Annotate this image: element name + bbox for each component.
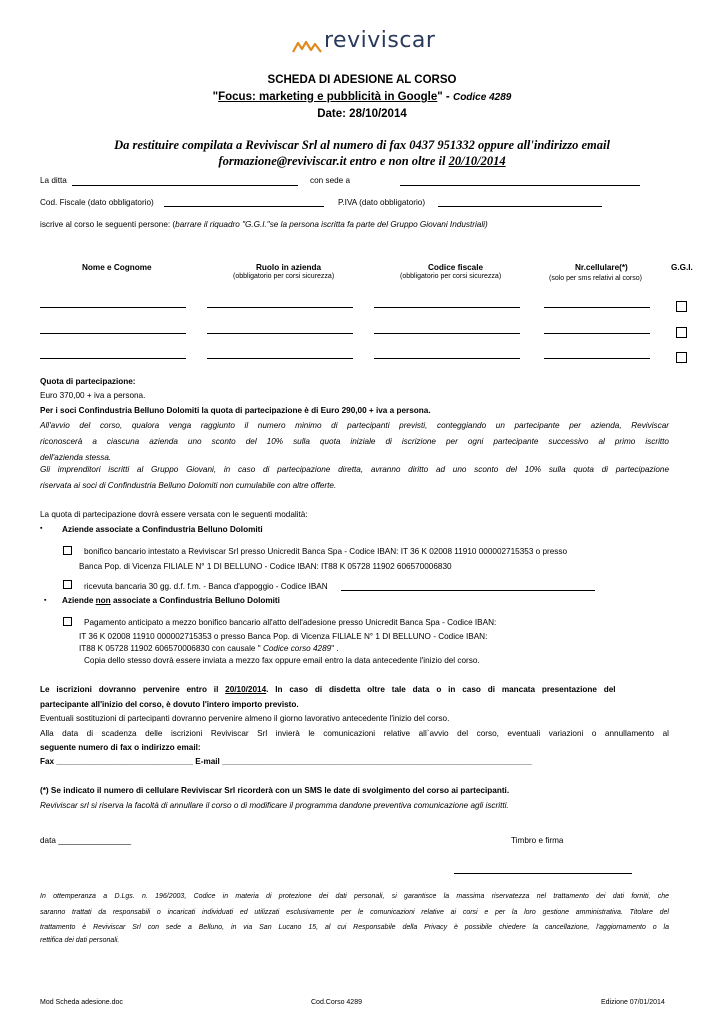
cf-row-field[interactable] <box>374 358 520 359</box>
data-field[interactable]: data ________________ <box>40 836 132 845</box>
logo-mark-icon <box>292 38 322 54</box>
cf-row-field[interactable] <box>374 333 520 334</box>
privacy-line-1: In ottemperanza a D.Lgs. n. 196/2003, Codice in materia di protezione dei dati personali, si garantisce la massima riservatezza nel trattamento dei dati forniti, che <box>40 893 669 900</box>
non-assoc-heading: Aziende non associate a Confindustria Belluno Dolomiti <box>62 596 280 605</box>
course-date: Date: 28/10/2014 <box>317 108 407 120</box>
cell-field[interactable] <box>544 333 650 334</box>
instructions-line-2: formazione@reviviscar.it entro e non oltre il 20/10/2014 <box>218 154 506 168</box>
instructions-line-1: Da restituire compilata a Reviviscar Srl al numero di fax 0437 951332 oppure all'indirizzo email <box>114 138 610 152</box>
timbro-label: Timbro e firma <box>511 836 564 845</box>
iscrive-text: iscrive al corso le seguenti persone: (barrare il riquadro "G.G.I."se la persona iscritta fa parte del Gruppo Giovani Industriali) <box>40 220 488 229</box>
ggi-checkbox[interactable] <box>676 352 687 363</box>
anticipato-line-4: Copia dello stesso dovrà essere inviata a mezzo fax oppure email entro la data antecedente l'inizio del corso. <box>84 656 480 665</box>
nome-field[interactable] <box>40 358 186 359</box>
riserva-note: Reviviscar srl si riserva la facoltà di annullare il corso o di modificare il programma dandone preventiva comunicazione agli iscritti. <box>40 801 509 810</box>
piva-label: P.IVA (dato obbligatorio) <box>338 198 426 207</box>
bonifico-line-1: bonifico bancario intestato a Reviviscar Srl presso Unicredit Banca Spa - Codice IBAN: IT 36 K 02008 11910 000002715353 o presso <box>84 547 568 556</box>
payment-intro: La quota di partecipazione dovrà essere versata con le seguenti modalità: <box>40 510 308 519</box>
quota-giovani-2: riservata ai soci di Confindustria Belluno Dolomiti non cumulabile con altre offerte. <box>40 481 337 490</box>
iscrizioni-line-1: Le iscrizioni dovranno pervenire entro il 20/10/2014. In caso di disdetta oltre tale data o in caso di mancata presentazione del <box>40 685 616 694</box>
bullet-icon: ▪ <box>44 597 47 604</box>
ditta-field[interactable] <box>72 185 298 186</box>
cf-field[interactable] <box>164 206 324 207</box>
ruolo-field[interactable] <box>207 333 353 334</box>
logo-text: reviviscar <box>324 28 436 53</box>
quota-sconto-1: All'avvio del corso, qualora venga raggiunto il numero minimo di partecipanti previsti, conteggiando un partecipante per azienda, Reviviscar <box>40 421 669 430</box>
scadenza-line-2: seguente numero di fax o indirizzo email: <box>40 743 201 752</box>
signature-field[interactable] <box>454 873 632 874</box>
anticipato-line-3: IT88 K 05728 11902 606570006830 con causale " Codice corso 4289" . <box>79 644 339 653</box>
col-ruolo: Ruolo in azienda <box>256 263 322 272</box>
sms-note: (*) Se indicato il numero di cellulare Reviviscar Srl ricorderà con un SMS le date di svolgimento del corso ai partecipanti. <box>40 786 510 795</box>
sede-field[interactable] <box>400 185 640 186</box>
assoc-heading: Aziende associate a Confindustria Belluno Dolomiti <box>62 525 263 534</box>
nome-field[interactable] <box>40 307 186 308</box>
col-ruolo-sub: (obbligatorio per corsi sicurezza) <box>233 273 335 280</box>
footer-left: Mod Scheda adesione.doc <box>40 999 123 1006</box>
col-cf: Codice fiscale <box>428 263 484 272</box>
cell-field[interactable] <box>544 307 650 308</box>
anticipato-line-1: Pagamento anticipato a mezzo bonifico bancario all'atto dell'adesione presso Unicredit Banca Spa - Codice IBAN: <box>84 618 497 627</box>
cell-field[interactable] <box>544 358 650 359</box>
quota-price: Euro 370,00 + iva a persona. <box>40 391 146 400</box>
col-cell: Nr.cellulare(*) <box>575 263 628 272</box>
bullet-icon: ▪ <box>40 525 43 532</box>
iban-field[interactable] <box>341 590 595 591</box>
quota-soci: Per i soci Confindustria Belluno Dolomiti la quota di partecipazione è di Euro 290,00 + iva a persona. <box>40 406 431 415</box>
quota-sconto-3: dell'azienda stessa. <box>40 453 112 462</box>
scadenza-line-1: Alla data di scadenza delle iscrizioni Reviviscar Srl invierà le comunicazioni relative all`avvio del corso, eventuali variazioni o annullamento al <box>40 729 669 738</box>
privacy-line-4: rettifica dei dati personali. <box>40 937 120 944</box>
course-name: Focus: marketing e pubblicità in Google <box>218 91 438 103</box>
col-ggi: G.G.I. <box>671 263 693 272</box>
course-code: Codice 4289 <box>452 92 512 103</box>
col-cell-sub: (solo per sms relativi al corso) <box>549 275 642 282</box>
ggi-checkbox[interactable] <box>676 301 687 312</box>
cf-row-field[interactable] <box>374 307 520 308</box>
quota-sconto-2: riconoscerà a ciascuna azienda uno sconto del 10% sulla quota iniziale di iscrizione per ogni partecipante successivo al primo iscritto <box>40 437 669 446</box>
privacy-line-2: saranno trattati da responsabili o incaricati individuati ed utilizzati esclusivamente per le comunicazioni relative ai corsi e per la loro gestione amministrativa. Titolare del <box>40 909 669 916</box>
ditta-label: La ditta <box>40 176 67 185</box>
quota-giovani-1: Gli imprenditori iscritti al Gruppo Giovani, in caso di partecipazione diretta, avranno diritto ad uno sconto del 10% sulla quota di partecipazione <box>40 465 669 474</box>
fax-email-fields[interactable]: Fax ______________________________ E-mail ____________________________________________________________________ <box>40 757 532 766</box>
ruolo-field[interactable] <box>207 307 353 308</box>
anticipato-checkbox[interactable] <box>63 617 72 626</box>
piva-field[interactable] <box>438 206 602 207</box>
bonifico-line-2: Banca Pop. di Vicenza FILIALE N° 1 DI BELLUNO - Codice IBAN: IT88 K 05728 11902 606570006830 <box>79 562 452 571</box>
iscrizioni-line-2: partecipante all'inizio del corso, è dovuto l'intero importo previsto. <box>40 700 299 709</box>
sostituzioni: Eventuali sostituzioni di partecipanti dovranno pervenire almeno il giorno lavorativo antecedente l'inizio del corso. <box>40 714 450 723</box>
deadline: 20/10/2014 <box>448 154 506 168</box>
anticipato-line-2: IT 36 K 02008 11910 000002715353 o presso Banca Pop. di Vicenza FILIALE N° 1 DI BELLUNO - Codice IBAN: <box>79 632 488 641</box>
ricevuta-checkbox[interactable] <box>63 580 72 589</box>
bonifico-checkbox[interactable] <box>63 546 72 555</box>
page-title: SCHEDA DI ADESIONE AL CORSO <box>267 74 457 86</box>
footer-right: Edizione 07/01/2014 <box>601 999 665 1006</box>
ricevuta-line: ricevuta bancaria 30 gg. d.f. f.m. - Banca d'appoggio - Codice IBAN <box>84 582 328 591</box>
col-cf-sub: (obbligatorio per corsi sicurezza) <box>400 273 502 280</box>
footer-center: Cod.Corso 4289 <box>311 999 362 1006</box>
course-line: "Focus: marketing e pubblicità in Google" - Codice 4289 <box>212 91 512 103</box>
sede-label: con sede a <box>310 176 351 185</box>
ggi-checkbox[interactable] <box>676 327 687 338</box>
privacy-line-3: trattamento è Reviviscar Srl con sede a Belluno, in via San Lucano 15, al cui Responsabile della Privacy è possibile chiedere la cancellazione, l'aggiornamento o la <box>40 924 669 931</box>
ruolo-field[interactable] <box>207 358 353 359</box>
col-nome: Nome e Cognome <box>82 263 152 272</box>
nome-field[interactable] <box>40 333 186 334</box>
cf-label: Cod. Fiscale (dato obbligatorio) <box>40 198 154 207</box>
quota-heading: Quota di partecipazione: <box>40 377 136 386</box>
